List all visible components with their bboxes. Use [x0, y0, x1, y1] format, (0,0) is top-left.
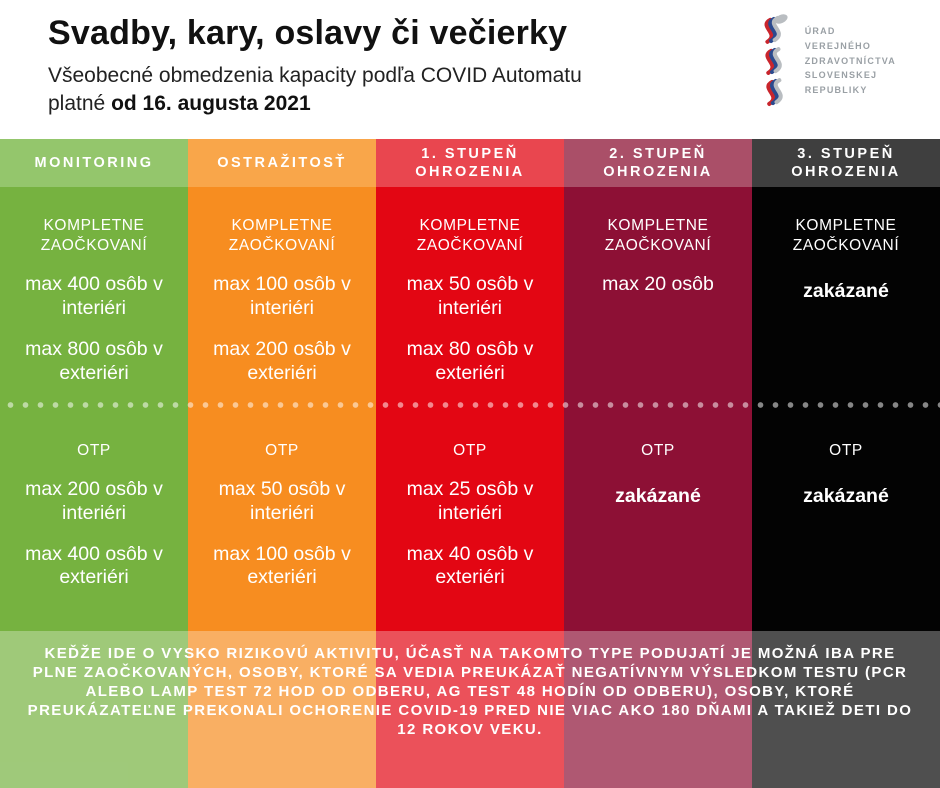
column-header-stupen-1 [376, 139, 564, 187]
capacity-rule: max 100 osôb v interiéri [213, 273, 351, 320]
group-label-otp: OTP [453, 442, 487, 459]
page-title: Svadby, kary, oslavy či večierky [48, 14, 568, 52]
column-header-stupen-3 [752, 139, 940, 187]
capacity-rule: max 400 osôb v interiéri [25, 273, 163, 320]
footer-note-overlay [0, 631, 940, 788]
column-header-label: 3. STUPEŇ OHROZENIA [791, 145, 901, 180]
otp-section [188, 405, 376, 590]
group-label-otp: OTP [829, 442, 863, 459]
logo-org-line: ÚRAD [804, 25, 836, 36]
logo-org-line: VEREJNÉHO [804, 40, 872, 51]
group-label-otp: OTP [77, 442, 111, 459]
group-label-otp: OTP [641, 442, 675, 459]
group-label-vaccinated: KOMPLETNE ZAOČKOVANÍ [416, 217, 524, 255]
column-header-label: 1. STUPEŇ OHROZENIA [415, 145, 525, 180]
footer-note: KEĎŽE IDE O VYSKO RIZIKOVÚ AKTIVITU, ÚČASŤ NA TAKOMTO TYPE PODUJATÍ JE MOŽNÁ IBA PRE PLNE ZAOČKOVANÝCH, OSOBY, KTORÉ SA VEDIA PREUKÁZAŤ NEGATÍVNYM VÝSLEDKOM TESTU (PCR ALEBO LAMP TEST 72 HOD OD ODBERU, AG TEST 48 HODÍN OD ODBERU), OSOBY, KTORÉ PREUKÁZATEĽNE PREKONALI OCHORENIE COVID-19 PRED NIE VIAC AKO 180 DŇAMI A TAKIEŽ DETI DO 12 ROKOV VEKU. [27, 645, 913, 739]
banned-label: zakázané [615, 485, 701, 508]
logo-org-line: REPUBLIKY [804, 85, 868, 96]
subtitle-prefix: platné [48, 91, 112, 115]
otp-section [376, 405, 564, 590]
capacity-rule: max 25 osôb v interiéri [406, 478, 534, 524]
capacity-rule: max 400 osôb v exteriéri [25, 542, 163, 589]
capacity-rule: max 20 osôb [602, 273, 714, 296]
capacity-rule: max 50 osôb v interiéri [218, 478, 346, 524]
vaccinated-section [188, 187, 376, 405]
vaccinated-section [564, 187, 752, 405]
otp-section [752, 405, 940, 509]
capacity-rule: max 80 osôb v exteriéri [406, 337, 534, 384]
group-label-vaccinated: KOMPLETNE ZAOČKOVANÍ [604, 217, 712, 255]
capacity-rule: max 50 osôb v interiéri [406, 273, 534, 320]
otp-section [564, 405, 752, 509]
logo-org-name [805, 24, 896, 98]
effective-date: od 16. augusta 2021 [111, 91, 311, 115]
subtitle-line1: Všeobecné obmedzenia kapacity podľa COVID Automatu [48, 64, 582, 87]
column-header-label: 2. STUPEŇ OHROZENIA [603, 145, 713, 180]
column-header-ostrazitost [188, 139, 376, 187]
capacity-rule: max 40 osôb v exteriéri [406, 542, 534, 589]
capacity-rule: max 200 osôb v exteriéri [213, 337, 351, 384]
group-label-vaccinated: KOMPLETNE ZAOČKOVANÍ [792, 217, 900, 255]
logo-org-line: ZDRAVOTNÍCTVA [804, 55, 896, 66]
group-label-otp: OTP [265, 442, 299, 459]
uvz-logo [751, 12, 896, 110]
capacity-rule: max 200 osôb v interiéri [25, 478, 163, 524]
column-header-label: OSTRAŽITOSŤ [217, 154, 347, 171]
column-header-monitoring [0, 139, 188, 187]
otp-section [0, 405, 188, 590]
vaccinated-section [376, 187, 564, 405]
uvz-snake-ribbon-icon [751, 12, 793, 110]
group-label-vaccinated: KOMPLETNE ZAOČKOVANÍ [40, 217, 148, 255]
capacity-table [0, 139, 940, 788]
masthead [0, 0, 940, 139]
banned-label: zakázané [803, 485, 889, 508]
logo-org-line: SLOVENSKEJ [804, 70, 878, 81]
column-header-label: MONITORING [34, 154, 154, 171]
capacity-rule: max 100 osôb v exteriéri [213, 542, 351, 589]
capacity-rule: max 800 osôb v exteriéri [25, 337, 163, 384]
group-label-vaccinated: KOMPLETNE ZAOČKOVANÍ [228, 217, 336, 255]
vaccinated-section [0, 187, 188, 405]
column-header-stupen-2 [564, 139, 752, 187]
banned-label: zakázané [803, 280, 889, 303]
vaccinated-section [752, 187, 940, 405]
